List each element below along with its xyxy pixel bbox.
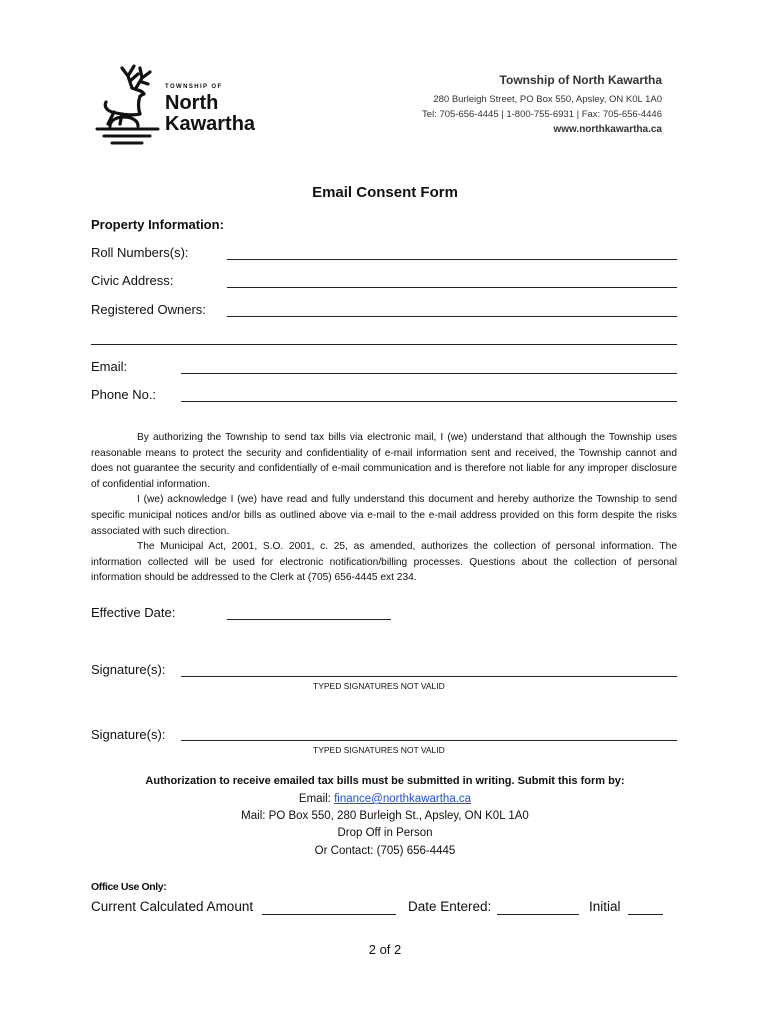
deer-logo-icon xyxy=(92,62,164,148)
form-title: Email Consent Form xyxy=(312,184,458,201)
initial-label: Initial xyxy=(589,899,621,914)
property-info-heading: Property Information: xyxy=(91,217,224,232)
date-entered-field[interactable] xyxy=(497,914,579,915)
signature-1-field[interactable] xyxy=(181,676,677,677)
registered-owners-field-extra[interactable] xyxy=(91,344,677,345)
email-label: Email: xyxy=(91,359,128,374)
org-address: 280 Burleigh Street, PO Box 550, Apsley, ON K0L 1A0 xyxy=(433,94,662,105)
date-entered-label: Date Entered: xyxy=(408,899,492,914)
signature-1-label: Signature(s): xyxy=(91,662,166,677)
signature-2-label: Signature(s): xyxy=(91,727,166,742)
consent-text xyxy=(91,430,677,586)
phone-field[interactable] xyxy=(181,401,677,402)
submission-mail: Mail: PO Box 550, 280 Burleigh St., Apsley, ON K0L 1A0 xyxy=(241,810,529,822)
registered-owners-field[interactable] xyxy=(227,316,677,317)
page-number: 2 of 2 xyxy=(368,942,402,957)
registered-owners-label: Registered Owners: xyxy=(91,302,206,317)
effective-date-label: Effective Date: xyxy=(91,605,176,620)
org-name: Township of North Kawartha xyxy=(499,73,662,87)
office-use-heading: Office Use Only: xyxy=(91,881,167,893)
roll-numbers-field[interactable] xyxy=(227,259,677,260)
current-amount-label: Current Calculated Amount xyxy=(91,899,254,914)
initial-field[interactable] xyxy=(628,914,663,915)
civic-address-field[interactable] xyxy=(227,287,677,288)
signature-2-field[interactable] xyxy=(181,740,677,741)
submission-contact: Or Contact: (705) 656-4445 xyxy=(314,845,456,857)
submission-email-prefix: Email: xyxy=(298,793,335,805)
effective-date-field[interactable] xyxy=(227,619,391,620)
consent-paragraph-3: The Municipal Act, 2001, S.O. 2001, c. 25, as amended, authorizes the collection of personal information. The information collected will be used for electronic notification/billing processes. Questions about the collection of personal information should be addressed to the Clerk at (705) 656-4445 ext 234. xyxy=(91,541,677,584)
email-field[interactable] xyxy=(181,373,677,374)
submission-email-line xyxy=(0,793,770,805)
consent-paragraph-2: I (we) acknowledge I (we) have read and fully understand this document and hereby authorize the Township to send specific municipal notices and/or bills as outlined above via e-mail to the e-mail address provided on this form despite the risks associated with such direction. xyxy=(91,494,677,537)
current-amount-field[interactable] xyxy=(262,914,396,915)
signature-1-note: TYPED SIGNATURES NOT VALID xyxy=(313,681,445,691)
signature-2-note: TYPED SIGNATURES NOT VALID xyxy=(313,745,445,755)
submission-dropoff: Drop Off in Person xyxy=(337,827,433,839)
org-website: www.northkawartha.ca xyxy=(553,124,662,135)
finance-email-link[interactable]: finance@northkawartha.ca xyxy=(334,793,472,805)
consent-paragraph-1: By authorizing the Township to send tax bills via electronic mail, I (we) understand that although the Township uses reasonable means to protect the security and confidentiality of e-mail information sent and received, the Township cannot and does not guarantee the security and confidentially of e-mail communication and is therefore not liable for any improper disclosure of confidential information. xyxy=(91,432,677,490)
civic-address-label: Civic Address: xyxy=(91,273,174,288)
phone-label: Phone No.: xyxy=(91,387,157,402)
roll-numbers-label: Roll Numbers(s): xyxy=(91,245,189,260)
logo-township-of: TOWNSHIP OF xyxy=(165,84,223,90)
submission-heading: Authorization to receive emailed tax bills must be submitted in writing. Submit this form by: xyxy=(145,775,625,787)
logo-line-2: Kawartha xyxy=(165,113,256,135)
logo-name xyxy=(165,93,255,135)
logo-line-1: North xyxy=(165,92,219,114)
org-phones: Tel: 705-656-4445 | 1-800-755-6931 | Fax: 705-656-4446 xyxy=(422,109,662,120)
